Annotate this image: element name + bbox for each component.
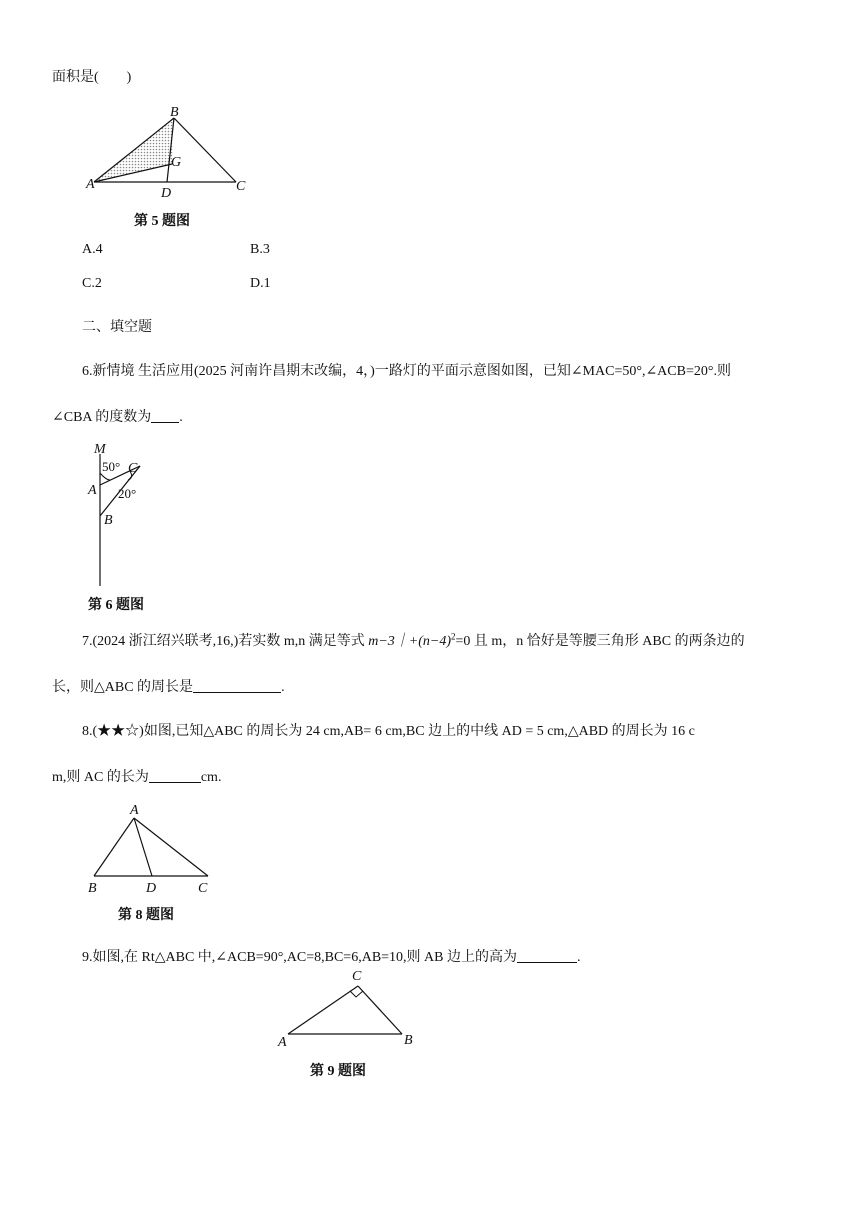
q7-answer-blank[interactable] bbox=[193, 678, 281, 693]
q6-angle-50: 50° bbox=[102, 459, 121, 474]
q7-equation-exponent: 2 bbox=[451, 631, 456, 642]
q8-label-a: A bbox=[130, 803, 139, 818]
q5-figure-caption: 第 5 题图 bbox=[134, 214, 190, 229]
q5-figure bbox=[80, 100, 260, 200]
q5-option-c: C.2 bbox=[82, 276, 102, 291]
q8-answer-blank[interactable] bbox=[149, 768, 201, 783]
section-title: 二、填空题 bbox=[82, 320, 152, 335]
q5-label-g: G bbox=[171, 155, 182, 170]
q9-side-ac bbox=[288, 986, 358, 1034]
q6-label-c: C bbox=[128, 461, 138, 476]
q8-side-ab bbox=[94, 818, 134, 876]
q8-stem-line2-end: cm. bbox=[200, 770, 222, 785]
q9-label-a: A bbox=[278, 1035, 287, 1050]
q5-label-a: A bbox=[86, 177, 95, 192]
q6-figure bbox=[82, 440, 172, 590]
q5-label-c: C bbox=[236, 179, 246, 194]
q8-label-c: C bbox=[198, 881, 208, 896]
q9-side-cb bbox=[358, 986, 402, 1034]
q7-stem-line1 bbox=[82, 630, 745, 650]
q5-option-b: B.3 bbox=[250, 242, 270, 257]
q9-answer-blank[interactable] bbox=[517, 948, 577, 963]
q8-label-d: D bbox=[146, 881, 157, 896]
q9-label-c: C bbox=[352, 969, 362, 984]
q9-stem-line1 bbox=[82, 946, 581, 966]
q8-stem-line1: 8.(★★☆)如图,已知△ABC 的周长为 24 cm,AB= 6 cm,BC 边上的中线 AD = 5 cm,△ABD 的周长为 16 c bbox=[82, 724, 695, 739]
q6-stem-line2 bbox=[52, 406, 183, 426]
q5-stem-tail: 面积是( ) bbox=[52, 70, 132, 85]
q7-stem-line2 bbox=[52, 676, 285, 696]
q6-label-b: B bbox=[104, 513, 113, 528]
q6-label-m: M bbox=[94, 442, 106, 457]
q8-label-b: B bbox=[88, 881, 97, 896]
q5-label-b: B bbox=[170, 105, 179, 120]
q6-figure-caption: 第 6 题图 bbox=[88, 598, 144, 613]
q8-stem-line2 bbox=[52, 766, 221, 786]
q9-stem-line1-end: . bbox=[577, 950, 581, 965]
q5-option-d: D.1 bbox=[250, 276, 271, 291]
q6-angle-arc-mac bbox=[100, 473, 110, 480]
q9-stem-line1-text: 9.如图,在 Rt△ABC 中,∠ACB=90°,AC=8,BC=6,AB=10,则 AB 边上的高为 bbox=[82, 950, 517, 965]
q7-stem-line1-a: 7.(2024 浙江绍兴联考,16,)若实数 m,n 满足等式 bbox=[82, 634, 369, 649]
q9-label-b: B bbox=[404, 1033, 413, 1048]
q7-stem-line2-text: 长，则△ABC 的周长是 bbox=[52, 680, 194, 695]
q8-figure bbox=[84, 800, 224, 900]
q6-stem-line1: 6.新情境 生活应用(2025 河南许昌期末改编，4，)一路灯的平面示意图如图，已知∠MAC=50°,∠ACB=20°.则 bbox=[82, 364, 731, 379]
q9-figure bbox=[272, 966, 432, 1056]
q5-side-bc bbox=[174, 118, 236, 182]
q8-side-ac bbox=[134, 818, 208, 876]
q6-angle-20: 20° bbox=[118, 486, 137, 501]
q8-figure-caption: 第 8 题图 bbox=[118, 908, 174, 923]
q7-stem-line1-b: =0 且 m，n 恰好是等腰三角形 ABC 的两条边的 bbox=[455, 634, 745, 649]
q9-right-angle-mark bbox=[350, 991, 363, 997]
q6-stem-line2-end: . bbox=[179, 410, 183, 425]
q8-stem-line2-text: m,则 AC 的长为 bbox=[52, 770, 149, 785]
q8-median-ad bbox=[134, 818, 152, 876]
q6-stem-line2-text: ∠CBA 的度数为 bbox=[52, 410, 152, 425]
q5-option-a: A.4 bbox=[82, 242, 103, 257]
q7-stem-line2-end: . bbox=[281, 680, 285, 695]
q6-answer-blank[interactable] bbox=[151, 408, 179, 423]
q5-label-d: D bbox=[161, 186, 172, 201]
q6-label-a: A bbox=[88, 483, 97, 498]
q7-equation: m−3｜+(n−4) bbox=[368, 634, 451, 649]
q9-figure-caption: 第 9 题图 bbox=[310, 1064, 366, 1079]
